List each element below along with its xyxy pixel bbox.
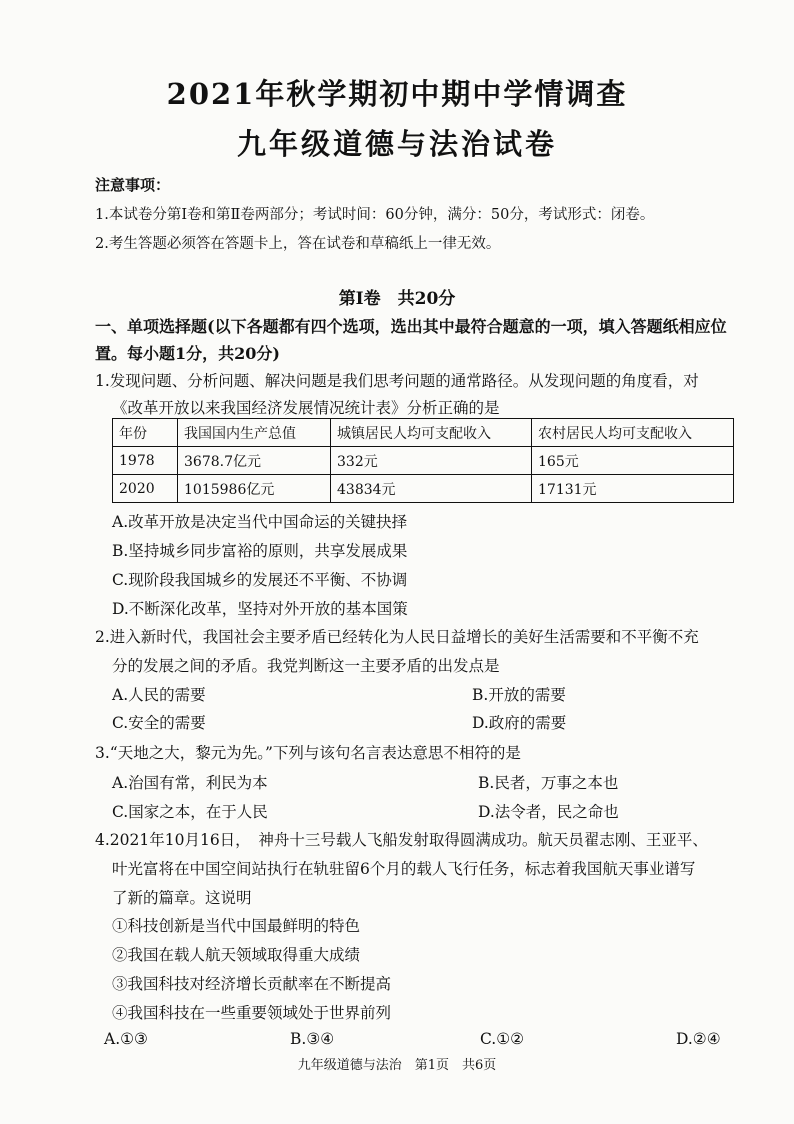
table-cell: 3678.7亿元 (178, 447, 331, 475)
q2-option-a: A.人民的需要 (112, 686, 206, 704)
notice-heading: 注意事项： (95, 176, 171, 194)
table-header-cell: 我国国内生产总值 (178, 419, 331, 447)
q4-statement-1: ①科技创新是当代中国最鲜明的特色 (112, 917, 361, 935)
q4-option-a: A.①③ (104, 1030, 148, 1048)
q4-option-b: B.③④ (290, 1030, 335, 1048)
q4-statement-4: ④我国科技在一些重要领域处于世界前列 (112, 1004, 392, 1022)
table-cell: 165元 (532, 447, 734, 475)
notice-item-1: 1.本试卷分第Ⅰ卷和第Ⅱ卷两部分；考试时间：60分钟，满分：50分，考试形式：闭卷。 (95, 207, 655, 223)
page-footer: 九年级道德与法治 第1页 共6页 (297, 1058, 497, 1073)
q3-option-d: D.法令者，民之命也 (478, 803, 619, 821)
table-header-row (113, 419, 734, 447)
q4-statement-3: ③我国科技对经济增长贡献率在不断提高 (112, 975, 392, 993)
table-cell: 2020 (113, 475, 178, 503)
q4-option-d: D.②④ (676, 1030, 721, 1048)
q1-option-b: B.坚持城乡同步富裕的原则，共享发展成果 (112, 542, 408, 560)
table-row (113, 475, 734, 503)
q4-stem-line1: 4.2021年10月16日， 神舟十三号载人飞船发射取得圆满成功。航天员翟志刚、王亚平、 (95, 831, 708, 849)
q4-statement-2: ②我国在载人航天领域取得重大成绩 (112, 946, 361, 964)
q1-option-c: C.现阶段我国城乡的发展还不平衡、不协调 (112, 571, 408, 589)
table-header-cell: 农村居民人均可支配收入 (532, 419, 734, 447)
q3-option-a: A.治国有常，利民为本 (112, 774, 268, 792)
section-title: 第Ⅰ卷 共20分 (338, 289, 456, 309)
q3-option-c: C.国家之本，在于人民 (112, 803, 268, 821)
table-row (113, 447, 734, 475)
part-heading-line1: 一、单项选择题(以下各题都有四个选项，选出其中最符合题意的一项，填入答题纸相应位 (95, 317, 727, 336)
q3-option-b: B.民者，万事之本也 (478, 774, 619, 792)
table-header-cell: 城镇居民人均可支配收入 (331, 419, 532, 447)
table-cell: 1978 (113, 447, 178, 475)
q2-option-d: D.政府的需要 (472, 714, 567, 732)
q2-option-b: B.开放的需要 (472, 686, 566, 704)
q3-stem: 3.“天地之大，黎元为先。”下列与该句名言表达意思不相符的是 (95, 744, 521, 762)
exam-title: 2021年秋学期初中期中学情调查 (166, 77, 628, 111)
q2-option-c: C.安全的需要 (112, 714, 206, 732)
notice-item-2: 2.考生答题必须答在答题卡上，答在试卷和草稿纸上一律无效。 (95, 236, 501, 252)
q1-stem-line2: 《改革开放以来我国经济发展情况统计表》分析正确的是 (112, 399, 500, 417)
table-cell: 43834元 (331, 475, 532, 503)
exam-subtitle: 九年级道德与法治试卷 (236, 127, 557, 161)
q2-stem-line1: 2.进入新时代，我国社会主要矛盾已经转化为人民日益增长的美好生活需要和不平衡不充 (95, 628, 699, 646)
q4-stem-line2: 叶光富将在中国空间站执行在轨驻留6个月的载人飞行任务，标志着我国航天事业谱写 (112, 860, 696, 878)
q4-stem-line3: 了新的篇章。这说明 (112, 889, 252, 907)
table-cell: 17131元 (532, 475, 734, 503)
table-cell: 332元 (331, 447, 532, 475)
table-cell: 1015986亿元 (178, 475, 331, 503)
part-heading-line2: 置。每小题1分，共20分) (95, 344, 280, 363)
q4-option-c: C.①② (480, 1030, 525, 1048)
table-header-cell: 年份 (113, 419, 178, 447)
statistics-table (112, 418, 734, 503)
q1-option-d: D.不断深化改革，坚持对外开放的基本国策 (112, 600, 408, 618)
q1-stem-line1: 1.发现问题、分析问题、解决问题是我们思考问题的通常路径。从发现问题的角度看，对 (95, 372, 699, 390)
q2-stem-line2: 分的发展之间的矛盾。我党判断这一主要矛盾的出发点是 (112, 657, 500, 675)
q1-option-a: A.改革开放是决定当代中国命运的关键抉择 (112, 513, 408, 531)
